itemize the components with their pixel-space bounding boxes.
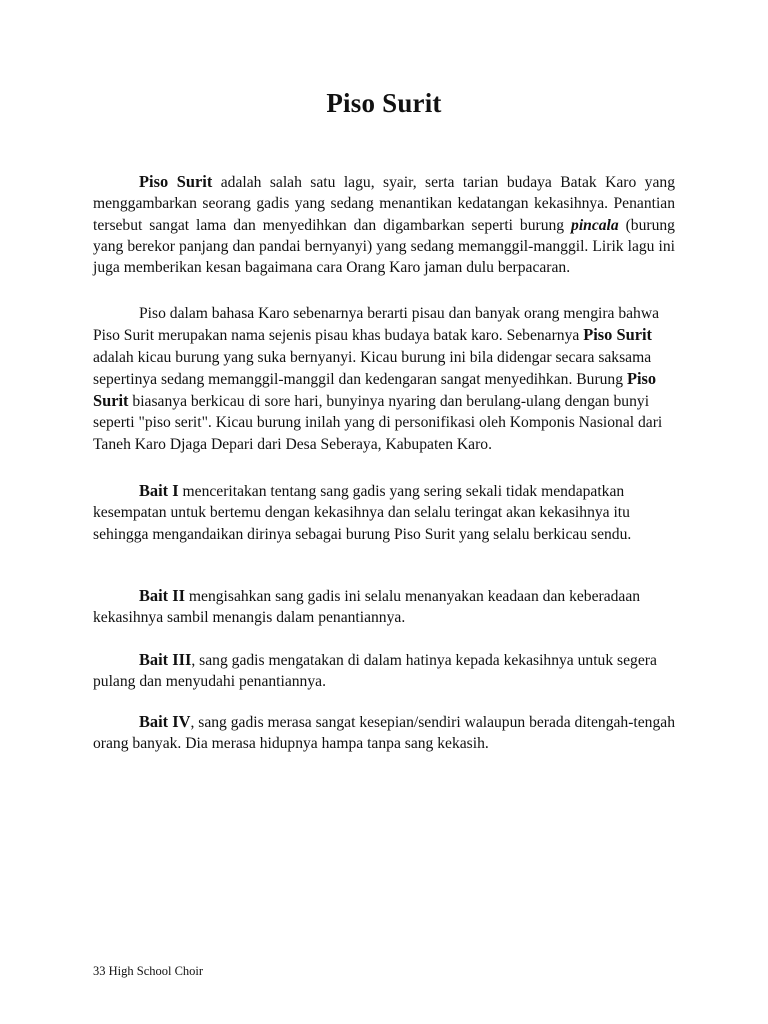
paragraph-text: , sang gadis mengatakan di dalam hatinya kepada kekasihnya untuk segera pulang dan menyudahi penantiannya.	[93, 652, 657, 691]
paragraph-text: menceritakan tentang sang gadis yang sering sekali tidak mendapatkan kesempatan untuk bertemu dengan kekasihnya dan selalu teringat akan kekasihnya itu sehingga mengandaikan dirinya sebagai burung Piso Surit yang selalu berkicau sendu.	[93, 483, 632, 543]
paragraph-text: adalah kicau burung yang suka bernyanyi. Kicau burung ini bila didengar secara saksama sepertinya sedang memanggil-manggil dan kedengaran sangat menyedihkan. Burung	[93, 348, 652, 388]
term-bait-2: Bait II	[139, 586, 185, 605]
paragraph-text: (burung yang berekor panjang dan pandai bernyanyi) yang sedang memanggil-manggil. Lirik lagu ini juga memberikan kesan bagaimana cara Orang Karo jaman dulu berpacaran.	[93, 216, 675, 277]
term-bait-4: Bait IV	[139, 712, 191, 731]
paragraph-bait-3	[93, 649, 675, 693]
page-title: Piso Surit	[326, 88, 442, 118]
paragraph-bait-4	[93, 711, 675, 755]
paragraph-text: , sang gadis merasa sangat kesepian/sendiri walaupun berada ditengah-tengah orang banyak. Dia merasa hidupnya hampa tanpa sang kekasih.	[93, 714, 675, 753]
paragraph-text: mengisahkan sang gadis ini selalu menanyakan keadaan dan keberadaan kekasihnya sambil menangis dalam penantiannya.	[93, 588, 641, 627]
paragraph-text: adalah salah satu lagu, syair, serta tarian budaya Batak Karo yang menggambarkan seorang gadis yang sedang menantikan kedatangan kekasihnya. Penantian tersebut sangat lama dan menyedihkan dan digambarkan seperti burung	[93, 174, 675, 234]
term-piso-surit: Piso Surit	[93, 368, 657, 411]
term-bait-3: Bait III	[139, 650, 192, 669]
paragraph-bait-1	[93, 480, 675, 545]
paragraph-text: biasanya berkicau di sore hari, bunyinya nyaring dan berulang-ulang dengan bunyi seperti "piso serit". Kicau burung inilah yang di personifikasi oleh Komponis Nasional dari Taneh Karo Djaga Depari dari Desa Seberaya, Kabupaten Karo.	[93, 393, 663, 453]
page-footer: 33 High School Choir	[93, 964, 204, 978]
term-pincala: pincala	[571, 216, 619, 234]
term-piso-surit: Piso Surit	[583, 325, 652, 345]
paragraph-bait-2	[93, 585, 675, 629]
paragraph-text: Piso dalam bahasa Karo sebenarnya berarti pisau dan banyak orang mengira bahwa Piso Surit merupakan nama sejenis pisau khas budaya batak karo. Sebenarnya	[93, 305, 660, 345]
paragraph-meaning	[93, 303, 675, 455]
term-bait-1: Bait I	[139, 481, 179, 500]
term-piso-surit: Piso Surit	[139, 172, 213, 191]
paragraph-intro	[93, 171, 675, 278]
